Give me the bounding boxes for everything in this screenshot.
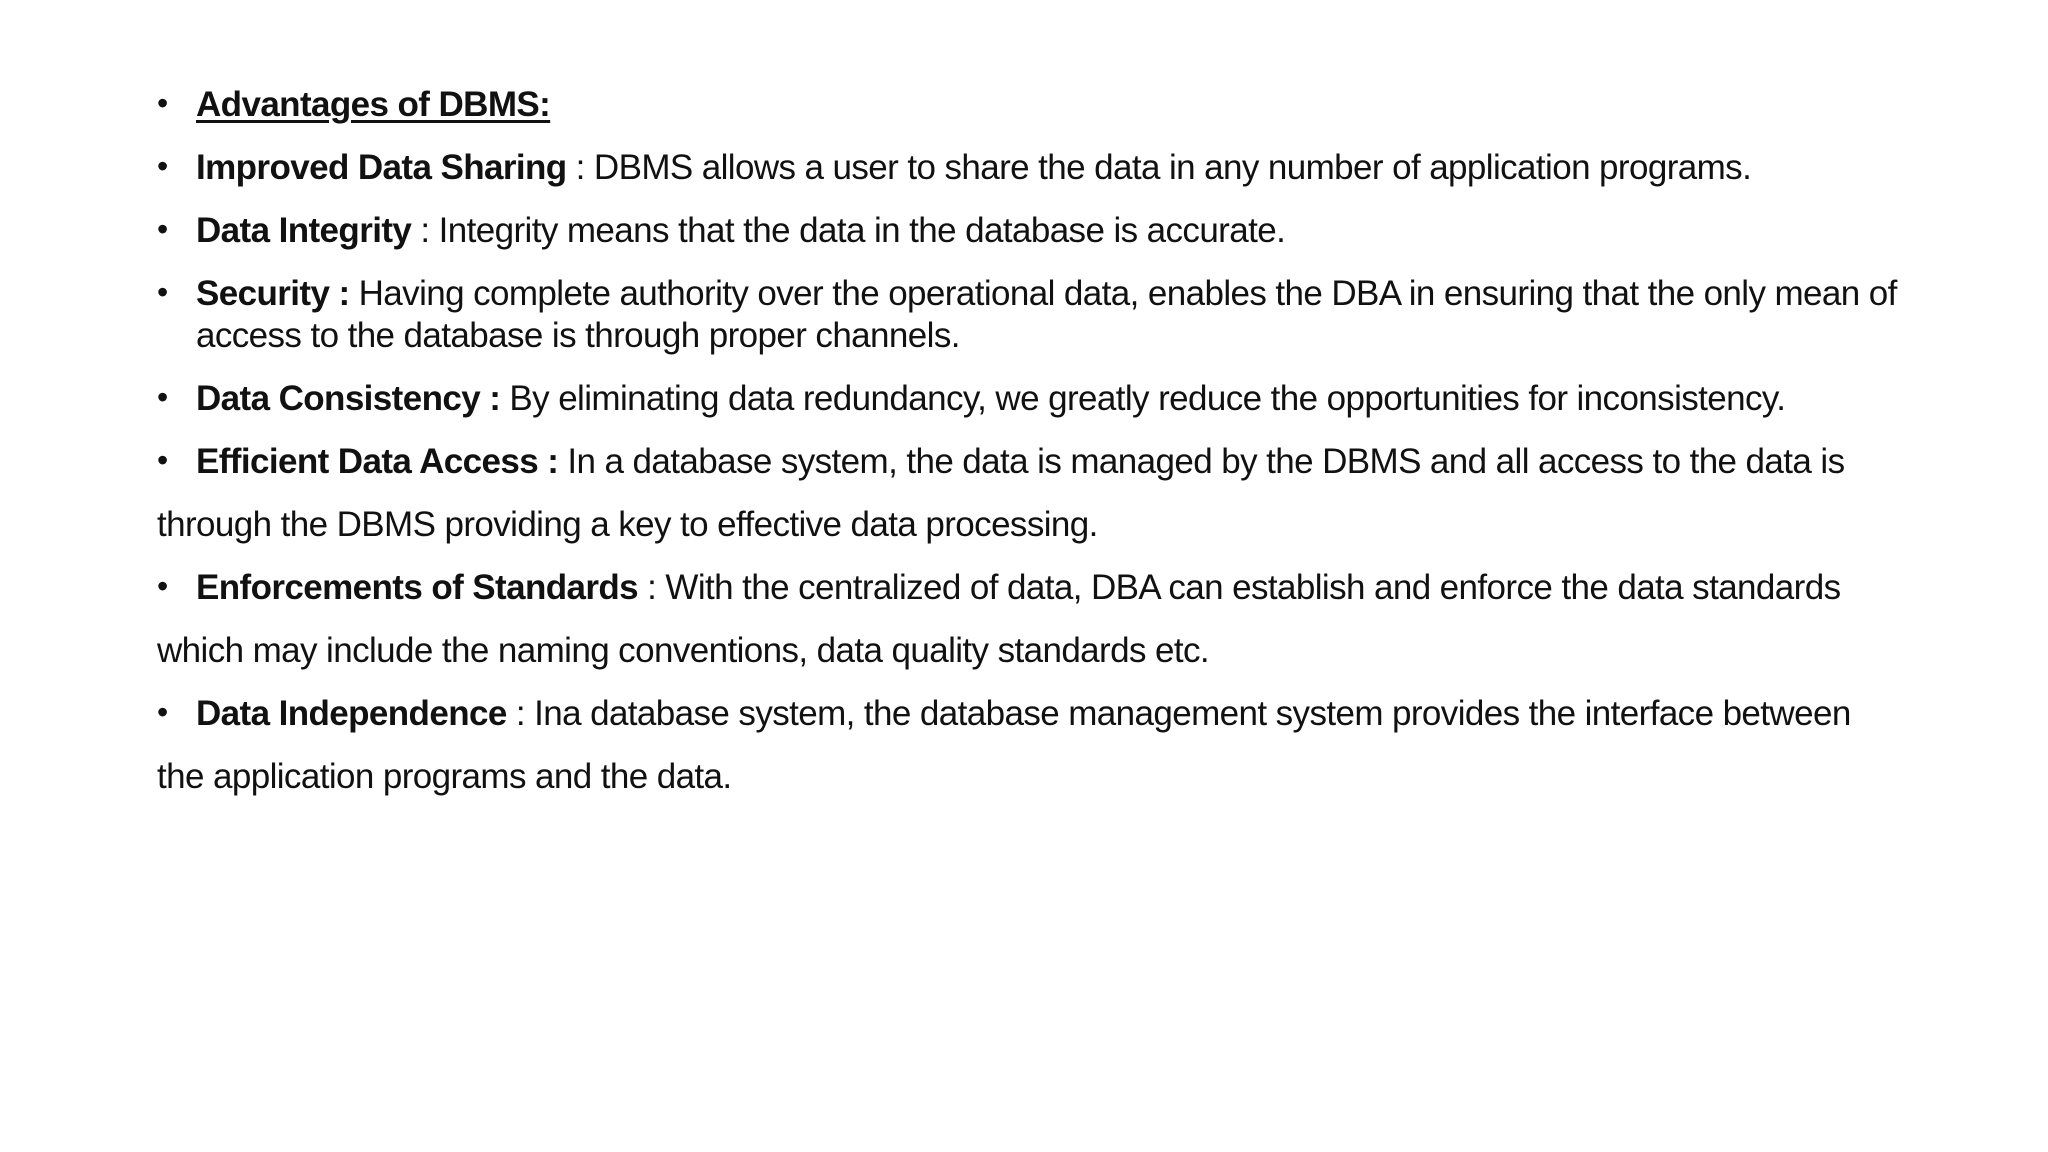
item-text: Integrity means that the data in the database is accurate. xyxy=(438,211,1286,250)
list-item xyxy=(157,210,1917,252)
item-separator: : xyxy=(638,568,666,607)
item-text: Ina database system, the database management system provides the interface between xyxy=(534,694,1851,733)
item-term: Efficient Data Access : xyxy=(196,442,559,481)
list-item xyxy=(157,567,1917,672)
bullet-icon: • xyxy=(157,211,168,247)
bullet-icon: • xyxy=(157,148,168,184)
list-item xyxy=(157,273,1917,357)
bullet-icon: • xyxy=(157,568,168,604)
item-text: With the centralized of data, DBA can establish and enforce the data standards xyxy=(665,568,1841,607)
item-separator: : xyxy=(566,148,594,187)
item-separator: : xyxy=(506,694,535,733)
item-continuation: through the DBMS providing a key to effective data processing. xyxy=(157,505,1098,544)
section-heading: Advantages of DBMS: xyxy=(196,85,551,124)
item-text: Having complete authority over the operational data, enables the DBA in ensuring that the only mean of access to the database is through proper channels. xyxy=(196,274,1897,355)
item-text: By eliminating data redundancy, we greatly reduce the opportunities for inconsistency. xyxy=(509,379,1786,418)
bullet-list xyxy=(157,84,1917,819)
bullet-icon: • xyxy=(157,694,168,730)
item-term: Security : xyxy=(196,274,350,313)
bullet-icon: • xyxy=(157,274,168,310)
item-separator xyxy=(350,274,359,313)
item-continuation: which may include the naming conventions, data quality standards etc. xyxy=(157,631,1210,670)
item-text: In a database system, the data is managed by the DBMS and all access to the data is xyxy=(567,442,1845,481)
list-item xyxy=(157,693,1917,798)
list-item-heading xyxy=(157,84,1917,126)
bullet-icon: • xyxy=(157,379,168,415)
item-text: DBMS allows a user to share the data in any number of application programs. xyxy=(593,148,1752,187)
item-term: Data Integrity xyxy=(196,211,412,250)
list-item xyxy=(157,378,1917,420)
bullet-icon: • xyxy=(157,85,168,121)
bullet-icon: • xyxy=(157,442,168,478)
item-term: Enforcements of Standards xyxy=(196,568,639,607)
list-item xyxy=(157,147,1917,189)
item-term: Data Consistency : xyxy=(196,379,501,418)
item-term: Improved Data Sharing xyxy=(196,148,567,187)
item-separator: : xyxy=(411,211,439,250)
list-item xyxy=(157,441,1917,546)
item-term: Data Independence xyxy=(196,694,507,733)
item-continuation: the application programs and the data. xyxy=(157,757,732,796)
